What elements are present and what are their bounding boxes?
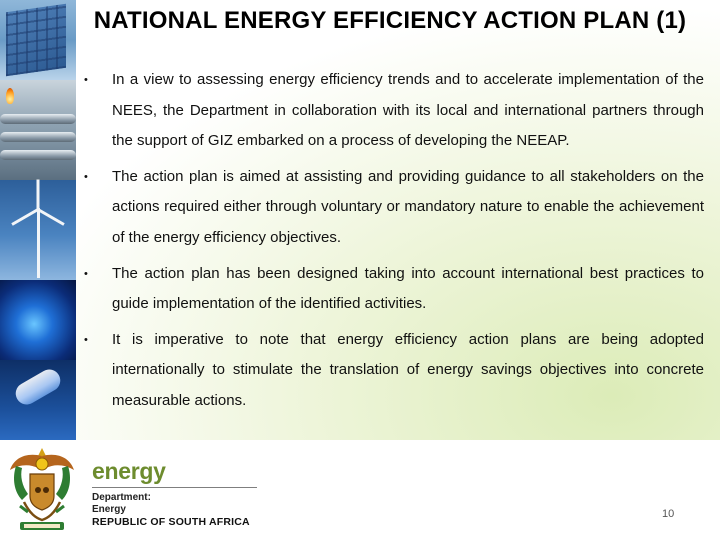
wind-turbine-image (0, 180, 76, 280)
bullet-dot-icon: • (84, 74, 88, 86)
bullet-dot-icon: • (84, 170, 88, 183)
slide-title: NATIONAL ENERGY EFFICIENCY ACTION PLAN (1) (93, 7, 687, 34)
bullet-text: The action plan has been designed taking into account international best practices to guide implementation of the identified activities. (112, 264, 704, 313)
bullet-dot-icon: • (84, 267, 88, 280)
bullet-item (84, 162, 704, 254)
department-label: Department: (92, 492, 151, 503)
bullet-text: The action plan is aimed at assisting and providing guidance to all stakeholders on the actions required either through voluntary or mandatory nature to enable the achievement of the energy efficiency objectives. (112, 167, 704, 246)
country-name: REPUBLIC OF SOUTH AFRICA (92, 516, 250, 528)
bullet-text: In a view to assessing energy efficiency trends and to accelerate implementation of the NEES, the Department in collaboration with its local and international partners through the support of GIZ embarked on a process of developing the NEEAP. (112, 71, 704, 150)
oil-pipeline-image (0, 80, 76, 180)
department-name: Energy (92, 504, 126, 515)
bullet-text: It is imperative to note that energy efficiency action plans are being adopted internationally to stimulate the translation of energy savings objectives into concrete measurable actions. (112, 330, 704, 409)
department-logo (92, 458, 257, 529)
gas-flame-image (0, 280, 76, 360)
bullet-list (84, 65, 704, 422)
coat-of-arms-icon (6, 442, 78, 536)
energy-image-strip (0, 0, 76, 440)
energy-bulb-image (0, 360, 76, 440)
page-number: 10 (662, 508, 675, 520)
solar-panel-image (0, 0, 76, 80)
bullet-dot-icon: • (84, 333, 88, 346)
bullet-item (84, 259, 704, 320)
bullet-item (84, 325, 704, 417)
brand-wordmark: energy (92, 458, 166, 484)
bullet-item (84, 65, 704, 157)
brand-divider (92, 487, 257, 488)
